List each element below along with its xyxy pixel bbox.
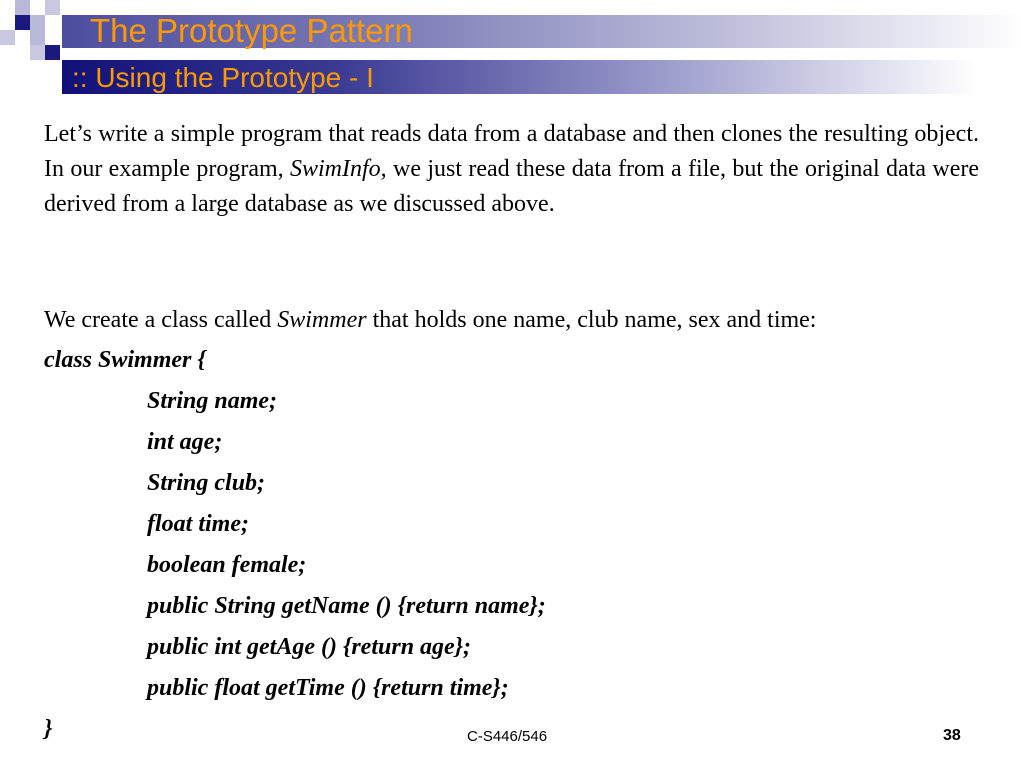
code-line: float time; <box>147 511 249 537</box>
code-class-open: class Swimmer { <box>44 347 206 373</box>
code-line: public String getName () {return name}; <box>147 593 546 619</box>
program-name: SwimInfo <box>290 156 381 182</box>
intro-text-start: Let’s write a simple program that reads data from a database and then clones the resulting object. In our example program, <box>44 121 979 182</box>
code-line: int age; <box>147 429 223 455</box>
class-paragraph <box>44 303 979 338</box>
decor-square <box>30 30 45 45</box>
slide-subtitle: :: Using the Prototype - I <box>72 62 374 93</box>
code-line: String club; <box>147 470 266 496</box>
decor-square <box>30 15 45 30</box>
decor-square <box>45 45 60 60</box>
class-name: Swimmer <box>277 307 367 333</box>
code-class-close: } <box>44 716 53 742</box>
decor-square <box>0 30 15 45</box>
class-text-end: that holds one name, club name, sex and time: <box>366 307 817 333</box>
code-line: public float getTime () {return time}; <box>147 675 509 701</box>
intro-text-end: , we just read these data from a file, but the original data were derived from a large database as we discussed above. <box>44 156 980 217</box>
decor-square <box>15 15 30 30</box>
decor-square <box>15 0 30 15</box>
slide-title: The Prototype Pattern <box>90 12 413 49</box>
intro-paragraph <box>44 117 979 222</box>
page-number: 38 <box>943 727 961 744</box>
code-line: String name; <box>147 388 278 414</box>
code-line: boolean female; <box>147 552 307 578</box>
code-line: public int getAge () {return age}; <box>147 634 472 660</box>
decor-square <box>45 0 60 15</box>
class-text-start: We create a class called <box>44 307 278 333</box>
footer-course-code: C-S446/546 <box>467 728 548 745</box>
decor-square <box>30 45 45 60</box>
